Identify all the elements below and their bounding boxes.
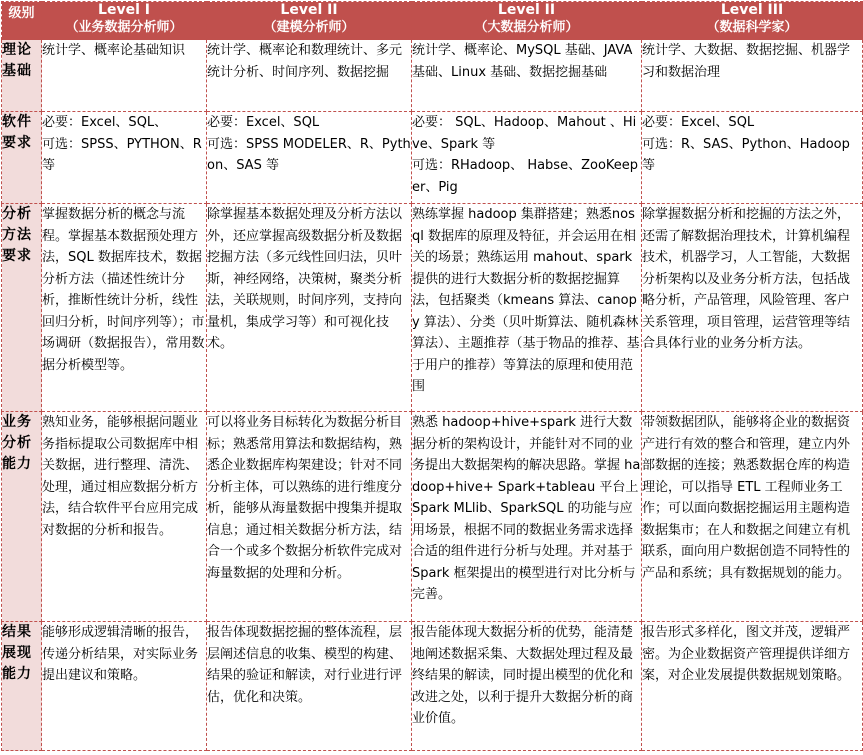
row-header-label: 理论	[2, 42, 32, 58]
cell-text: 可以将业务目标转化为数据分析目标；熟悉常用算法和数据结构，熟悉企业数据库构架建设；针对不同分析主体，可以熟练的进行维度分析，能够从海量数据中搜集并提取信息；通过相关数据分析方法，结合一个或多个数据分析软件完成对海量数据的处理和分析。	[207, 415, 403, 581]
table-row-methods	[2, 204, 863, 412]
cell-text-required: 必要：Excel、SQL	[207, 115, 320, 130]
table-cell	[42, 204, 207, 412]
header-level-role: （业务数据分析师）	[65, 20, 183, 35]
table-cell	[412, 622, 642, 751]
cell-text-optional: 可选：SPSS、PYTHON、R 等	[42, 136, 202, 173]
table-cell	[42, 622, 207, 751]
row-header-business	[2, 412, 42, 622]
header-level-3	[412, 2, 642, 40]
table-cell	[207, 40, 412, 112]
cell-text: 除掌握基本数据处理及分析方法以外，还应掌握高级数据分析及数据挖掘方法（多元线性回归法，贝叶斯，神经网络，决策树，聚类分析法，关联规则，时间序列，支持向量机，集成学习等）和可视化技术。	[207, 207, 403, 351]
row-header-label: 能力	[2, 666, 32, 682]
row-header-label: 分析	[2, 206, 32, 222]
cell-text: 报告体现数据挖掘的整体流程，层层阐述信息的收集、模型的构建、结果的验证和解读，对行业进行评估，优化和决策。	[207, 625, 403, 705]
header-corner: 级别	[2, 2, 42, 40]
cell-text: 掌握数据分析的概念与流程。掌握基本数据预处理方法，SQL 数据库技术，数据分析方法（描述性统计分析，推断性统计分析，线性回归分析，时间序列等）；市场调研（数据报告），常用数据分析模型等。	[42, 207, 205, 373]
skills-matrix-table	[1, 1, 863, 751]
header-level-name: Level III	[720, 2, 784, 18]
row-header-label: 能力	[2, 456, 32, 472]
table-cell	[42, 112, 207, 204]
cell-text-optional: 可选：RHadoop、 Habse、ZooKeeper、Pig	[412, 158, 639, 195]
row-header-label: 基础	[2, 63, 32, 79]
table-cell	[412, 412, 642, 622]
cell-text: 熟知业务，能够根据问题业务指标提取公司数据库中相关数据，进行整理、清洗、处理，通过相应数据分析方法，结合软件平台应用完成对数据的分析和报告。	[42, 415, 199, 538]
cell-text: 报告形式多样化，图文并茂，逻辑严密。为企业数据资产管理提供详细方案，对企业发展提供数据规划策略。	[642, 625, 851, 683]
header-level-2	[207, 2, 412, 40]
header-level-4	[642, 2, 863, 40]
table-cell	[642, 204, 863, 412]
header-level-role: （建模分析师）	[263, 20, 355, 35]
row-header-presentation	[2, 622, 42, 751]
table-row-software	[2, 112, 863, 204]
row-header-label: 分析	[2, 435, 32, 451]
cell-text-required: 必要： SQL、Hadoop、Mahout 、Hive、Spark 等	[412, 115, 637, 152]
header-level-role: （数据科学家）	[706, 20, 798, 35]
table-cell	[412, 40, 642, 112]
table-cell	[642, 112, 863, 204]
table-cell	[642, 622, 863, 751]
row-header-theory	[2, 40, 42, 112]
row-header-label: 业务	[2, 414, 32, 430]
row-header-methods	[2, 204, 42, 412]
table-cell	[207, 204, 412, 412]
table-cell	[207, 112, 412, 204]
cell-text: 统计学、概率论、MySQL 基础、JAVA基础、Linux 基础、数据挖掘基础	[412, 43, 633, 80]
header-level-name: Level II	[497, 2, 556, 18]
header-level-1	[42, 2, 207, 40]
cell-text: 统计学、概率论基础知识	[42, 43, 186, 58]
cell-text-required: 必要：Excel、SQL、	[42, 115, 168, 130]
table-cell	[642, 412, 863, 622]
header-level-name: Level II	[280, 2, 338, 18]
cell-text: 熟悉 hadoop+hive+spark 进行大数据分析的架构设计，并能针对不同的业务提出大数据架构的解决思路。掌握 hadoop+hive+ Spark+tableau 平台上 Spark MLlib、SparkSQL 的功能与应用场景，根据不同的数据业务需求选择合适的组件进行分析与处理。并对基于 Spark 框架提出的模型进行对比分析与完善。	[412, 415, 641, 602]
table-row-theory	[2, 40, 863, 112]
cell-text: 报告能体现大数据分析的优势，能清楚地阐述数据采集、大数据处理过程及最终结果的解读，同时提出模型的优化和改进之处，以利于提升大数据分析的商业价值。	[412, 625, 634, 726]
table-cell	[207, 622, 412, 751]
cell-text-optional: 可选：R、SAS、Python、Hadoop 等	[642, 136, 850, 173]
row-header-label: 展现	[2, 645, 32, 661]
header-level-role: （大数据分析师）	[474, 20, 579, 35]
table-cell	[42, 412, 207, 622]
cell-text: 统计学、大数据、数据挖掘、机器学习和数据治理	[642, 43, 851, 80]
table-row-business	[2, 412, 863, 622]
table-cell	[412, 112, 642, 204]
row-header-label: 要求	[2, 248, 32, 264]
row-header-label: 要求	[2, 135, 32, 151]
table-cell	[42, 40, 207, 112]
header-level-name: Level I	[98, 2, 150, 18]
row-header-label: 结果	[2, 624, 32, 640]
row-header-software	[2, 112, 42, 204]
row-header-label: 方法	[2, 227, 32, 243]
table-cell	[642, 40, 863, 112]
table-cell	[207, 412, 412, 622]
row-header-label: 软件	[2, 114, 32, 130]
cell-text: 能够形成逻辑清晰的报告，传递分析结果，对实际业务提出建议和策略。	[42, 625, 199, 683]
cell-text: 熟练掌握 hadoop 集群搭建；熟悉nosql 数据库的原理及特征，并会运用在相关的场景；熟练运用 mahout、spark 提供的进行大数据分析的数据挖掘算法，包括聚类（kmeans 算法、canopy 算法）、分类（贝叶斯算法、随机森林算法）、主题推荐（基于物品的推荐、基于用户的推荐）等算法的原理和使用范围	[412, 207, 640, 394]
cell-text: 带领数据团队，能够将企业的数据资产进行有效的整合和管理，建立内外部数据的连接；熟悉数据仓库的构造理论，可以指导 ETL 工程师业务工作；可以面向数据挖掘运用主题构造数据集市；在人和数据之间建立有机联系，面向用户数据创造不同特性的产品和系统；具有数据规划的能力。	[642, 415, 851, 581]
cell-text: 除掌握数据分析和挖掘的方法之外，还需了解数据治理技术，计算机编程技术，机器学习，人工智能，大数据分析架构以及业务分析方法，包括战略分析，产品管理，风险管理、客户关系管理，项目管理，运营管理等结合具体行业的业务分析方法。	[642, 207, 851, 351]
table-cell	[412, 204, 642, 412]
header-row	[2, 2, 863, 40]
cell-text-required: 必要：Excel、SQL	[642, 115, 755, 130]
cell-text-optional: 可选：SPSS MODELER、R、Python、SAS 等	[207, 136, 411, 173]
cell-text: 统计学、概率论和数理统计、多元统计分析、时间序列、数据挖掘	[207, 43, 403, 80]
table-row-presentation	[2, 622, 863, 751]
